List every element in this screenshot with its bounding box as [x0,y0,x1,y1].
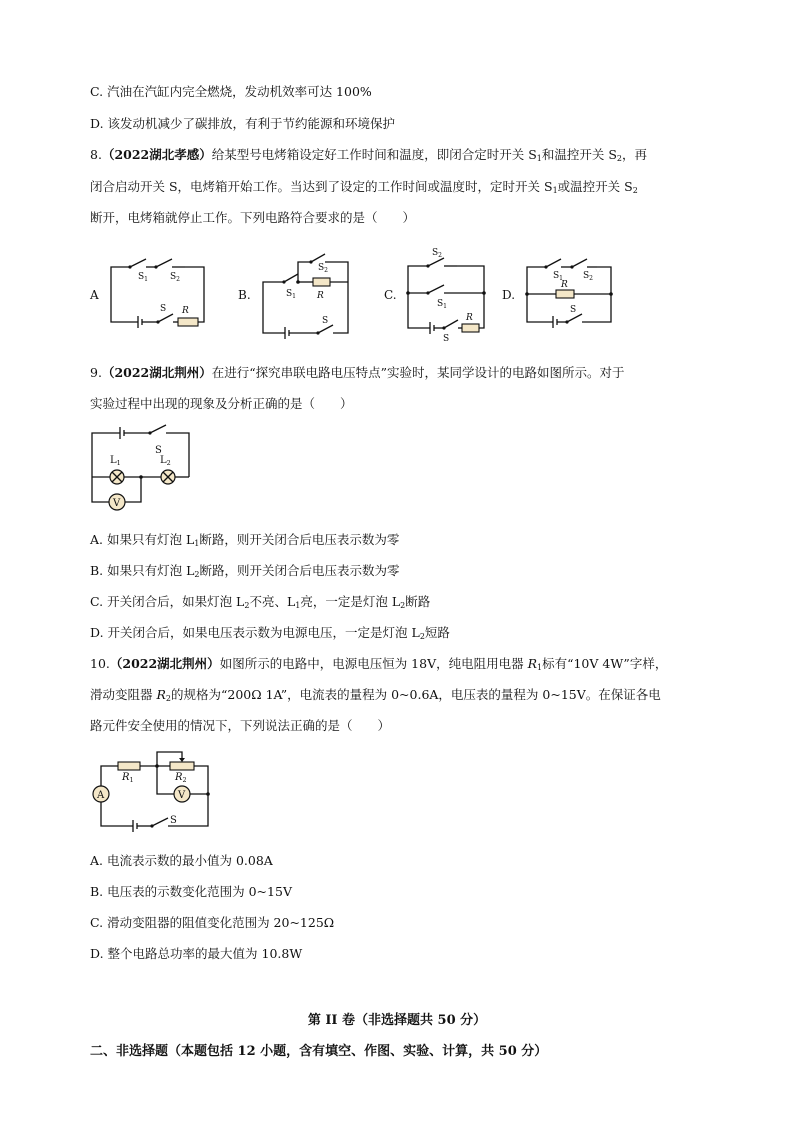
part2-section-heading: 二、非选择题（本题包括 12 小题，含有填空、作图、实验、计算，共 50 分） [90,1044,548,1059]
q8-option-b-label: B. [238,288,251,302]
q8-stem-line2 [90,179,638,195]
switch-label: S [570,305,577,315]
q9-option-a [90,532,399,548]
text: 的规格为“200Ω 1A”，电流表的量程为 0~0.6A，电压表的量程为 0~15V。在保证各电 [171,687,661,702]
resistor-label: R [561,280,568,290]
q9-number: 9. [90,365,102,380]
subscript: 2 [182,776,187,784]
q10-number: 10. [90,656,110,671]
subscript: 2 [324,267,328,274]
switch-label: S [155,445,162,456]
q7-option-c: C. 汽油在汽缸内完全燃烧，发动机效率可达 100% [90,84,372,99]
part2-title: 第 II 卷（非选择题共 50 分） [307,1013,487,1028]
subscript: 1 [144,276,148,283]
resistor-label: R [466,313,473,323]
switch-label: S [583,271,590,281]
subscript: 2 [400,601,406,610]
resistor-r1-icon [118,762,140,770]
svg-text:S2 [170,272,180,283]
q10-option-b: B. 电压表的示数变化范围为 0~15V [90,884,292,899]
q10-circuit-diagram [0,746,794,836]
q8-line2-end: 或温控开关 S [557,179,633,194]
text: B. 如果只有灯泡 L [90,563,195,578]
subscript: 1 [129,776,134,784]
text: 标有“10V 4W”字样， [542,656,668,671]
q8-circuit-d [525,259,613,328]
q9-option-c [90,594,430,610]
text: R [156,687,166,702]
subscript: 1 [295,601,301,610]
resistor-label: R [182,306,189,316]
resistor-label: R [122,772,130,783]
subscript: 2 [176,276,180,283]
q8-circuit-c [406,248,486,344]
subscript: 1 [194,539,200,548]
q8-sub: 2 [632,186,638,195]
text: C. 开关闭合后，如果灯泡 L [90,594,245,609]
text: 滑动变阻器 [90,687,157,702]
voltmeter-label: V [178,790,186,801]
text: R [527,656,537,671]
q10-option-d: D. 整个电路总功率的最大值为 10.8W [90,946,303,961]
q8-circuit-a [111,259,204,328]
q8-sub: 2 [616,154,623,163]
switch-label: S [432,248,439,258]
ammeter-label: A [97,790,105,801]
switch-label: S [138,272,145,282]
subscript: 2 [166,459,171,467]
q8-stem-line1 [90,147,647,163]
text: 断路，则开关闭合后电压表示数为零 [199,563,400,578]
subscript: 2 [419,632,425,641]
q9-stem-line1 [90,365,625,381]
q8-circuit-b [263,254,348,339]
q8-stem-line3: 断开，电烤箱就停止工作。下列电路符合要求的是（ ） [90,210,416,225]
voltmeter-label: V [113,498,121,509]
q8-line1-text: 给某型号电烤箱设定好工作时间和温度，即闭合定时开关 S [211,147,537,162]
svg-text:S2 [432,248,442,259]
subscript: 1 [559,275,563,282]
q9-source: （2022湖北荆州） [101,365,212,380]
svg-text:S2 [318,263,328,274]
switch-label: S [286,289,293,299]
q9-option-d [90,625,450,641]
subscript: 1 [443,303,447,310]
q9-option-b [90,563,400,579]
switch-label: S [170,272,177,282]
q8-circuit-diagrams [0,240,794,344]
svg-text:L2 [160,455,171,467]
q8-line1-mid: 和温控开关 S [541,147,617,162]
subscript: 1 [116,459,121,467]
subscript: 2 [244,601,250,610]
q8-sub: 1 [536,154,542,163]
q8-option-d-label: D. [502,288,516,302]
subscript: 2 [589,275,593,282]
q10-stem-line3: 路元件安全使用的情况下，下列说法正确的是（ ） [90,718,391,733]
q9-circuit-diagram [0,425,794,525]
switch-label: S [443,334,450,344]
svg-text:S1 [138,272,148,283]
text: 断路，则开关闭合后电压表示数为零 [199,532,400,547]
text: 断路 [405,594,431,609]
subscript: 1 [292,293,296,300]
subscript: 2 [194,570,200,579]
q10-stem-line1 [90,656,667,672]
q9-line1-text: 在进行“探究串联电路电压特点”实验时，某同学设计的电路如图所示。对于 [211,365,625,380]
svg-text:S2 [583,271,593,282]
rheostat-r2-icon [170,762,194,770]
svg-text:S1 [286,289,296,300]
text: A. 如果只有灯泡 L [90,532,195,547]
q8-option-a-label: A [90,288,99,302]
q10-circuit [93,752,210,832]
resistor-label: R [175,772,183,783]
text: 短路 [424,625,450,640]
q8-source: （2022湖北孝感） [101,147,212,162]
svg-text:R2 [174,772,187,784]
switch-label: S [322,316,329,326]
text: 亮，一定是灯泡 L [300,594,401,609]
switch-label: S [437,299,444,309]
q9-stem-line2: 实验过程中出现的现象及分析正确的是（ ） [90,396,353,411]
switch-label: S [170,815,177,826]
switch-label: S [160,304,167,314]
lamp-label: L [110,455,117,466]
switch-label: S [318,263,325,273]
q8-option-c-label: C. [384,288,397,302]
lamp-label: L [160,455,167,466]
q10-option-c: C. 滑动变阻器的阻值变化范围为 20~125Ω [90,915,335,930]
q10-source: （2022湖北荆州） [109,656,220,671]
q8-line1-end: ，再 [622,147,648,162]
text: D. 开关闭合后，如果电压表示数为电源电压，一定是灯泡 L [90,625,420,640]
resistor-label: R [317,291,324,301]
switch-label: S [553,271,560,281]
svg-text:L1 [110,455,121,467]
subscript: 2 [438,252,442,259]
text: 如图所示的电路中，电源电压恒为 18V，纯电阻用电器 [219,656,528,671]
subscript: 2 [165,694,171,703]
q7-option-d: D. 该发动机减少了碳排放，有利于节约能源和环境保护 [90,116,396,131]
q8-line2-text: 闭合启动开关 S，电烤箱开始工作。当达到了设定的工作时间或温度时，定时开关 S [90,179,553,194]
q8-sub: 1 [552,186,558,195]
svg-text:R1 [121,772,134,784]
svg-text:S1 [437,299,447,310]
subscript: 1 [537,663,543,672]
q10-stem-line2 [90,687,661,703]
text: 不亮、L [249,594,296,609]
q8-number: 8. [90,147,102,162]
q9-circuit [92,425,189,510]
q10-option-a: A. 电流表示数的最小值为 0.08A [90,853,273,868]
